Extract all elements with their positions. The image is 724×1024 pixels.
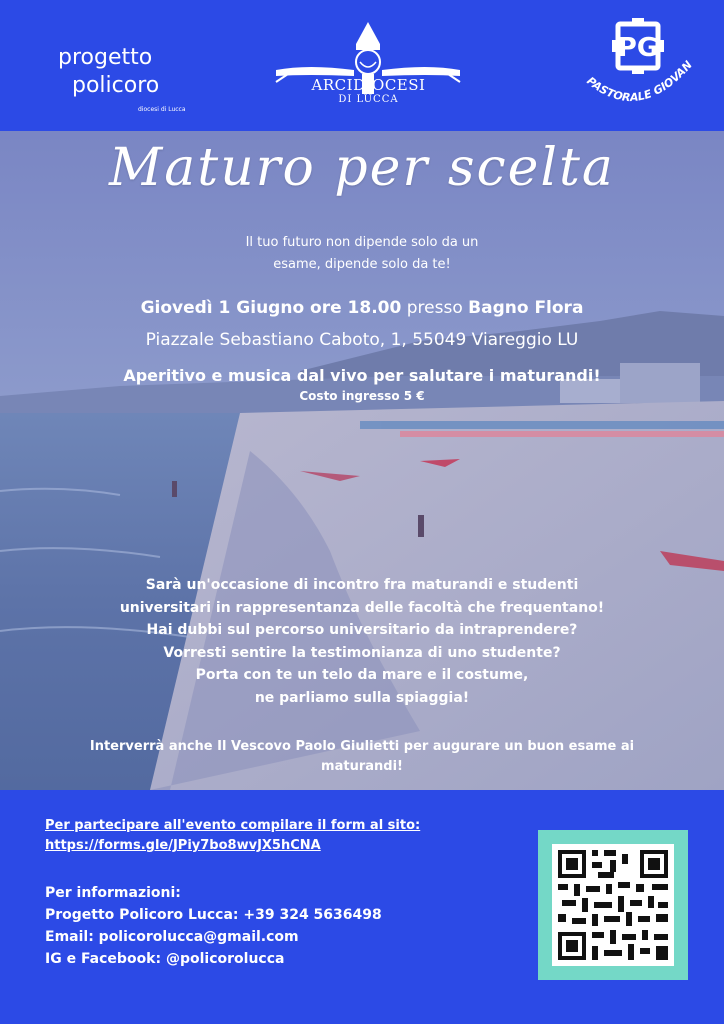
arcidiocesi-city: DI LUCCA (338, 94, 399, 105)
info-title: Per informazioni: (45, 885, 181, 901)
description-line: universitari in rappresentanza delle facoltà che frequentano! (119, 599, 605, 616)
qr-code-icon (552, 844, 674, 966)
description-line: Hai dubbi sul percorso universitario da intraprendere? (146, 622, 578, 638)
pg-caption-text: PASTORALE GIOVAN (584, 58, 695, 105)
form-url-link[interactable]: https://forms.gle/JPiy7bo8wvJX5hCNA (45, 838, 321, 853)
event-subtitle-line2: esame, dipende solo da te! (273, 257, 451, 272)
footer-band (0, 790, 724, 1024)
policoro-logo-subtitle: diocesi di Lucca (138, 106, 186, 113)
contact-info (45, 882, 382, 970)
vescovo-note: Interverrà anche Il Vescovo Paolo Giulietti per augurare un buon esame ai maturandi! (89, 739, 635, 774)
arcidiocesi-logo (268, 16, 468, 116)
pg-gear-icon (578, 16, 698, 116)
event-subtitle (200, 232, 524, 276)
info-email: Email: policorolucca@gmail.com (45, 929, 299, 945)
policoro-logo (58, 44, 186, 113)
qr-code[interactable] (552, 844, 674, 966)
header-band (0, 0, 724, 131)
event-date: Giovedì 1 Giugno ore 18.00 (140, 298, 402, 318)
event-description (70, 574, 654, 709)
arcidiocesi-name: ARCIDIOCESI (311, 76, 426, 94)
info-phone: Progetto Policoro Lucca: +39 324 5636498 (45, 907, 382, 923)
description-line: Sarà un'occasione di incontro fra maturandi e studenti (145, 577, 579, 593)
pg-letters: PG (617, 33, 659, 63)
event-title: Maturo per scelta (109, 138, 615, 198)
event-subtitle-line1: Il tuo futuro non dipende solo da un (245, 235, 479, 250)
info-social: IG e Facebook: @policorolucca (45, 951, 285, 967)
event-address: Piazzale Sebastiano Caboto, 1, 55049 Viareggio LU (145, 330, 579, 350)
event-price: Costo ingresso 5 € (299, 389, 425, 403)
pastorale-giovanile-logo (578, 16, 698, 116)
event-aperitivo: Aperitivo e musica dal vivo per salutare i maturandi! (123, 366, 601, 385)
event-presso: presso (401, 298, 469, 318)
description-line: Vorresti sentire la testimonianza di uno studente? (163, 644, 561, 661)
description-line: Porta con te un telo da mare e il costume, (195, 667, 529, 683)
form-instructions-link[interactable]: Per partecipare all'evento compilare il form al sito: (45, 818, 421, 833)
event-venue: Bagno Flora (468, 298, 584, 318)
event-date-line (0, 298, 724, 318)
policoro-logo-line1: progetto (58, 45, 153, 70)
qr-code-frame (538, 830, 688, 980)
policoro-logo-line2: policoro (72, 73, 160, 98)
description-line: ne parliamo sulla spiaggia! (254, 689, 470, 706)
